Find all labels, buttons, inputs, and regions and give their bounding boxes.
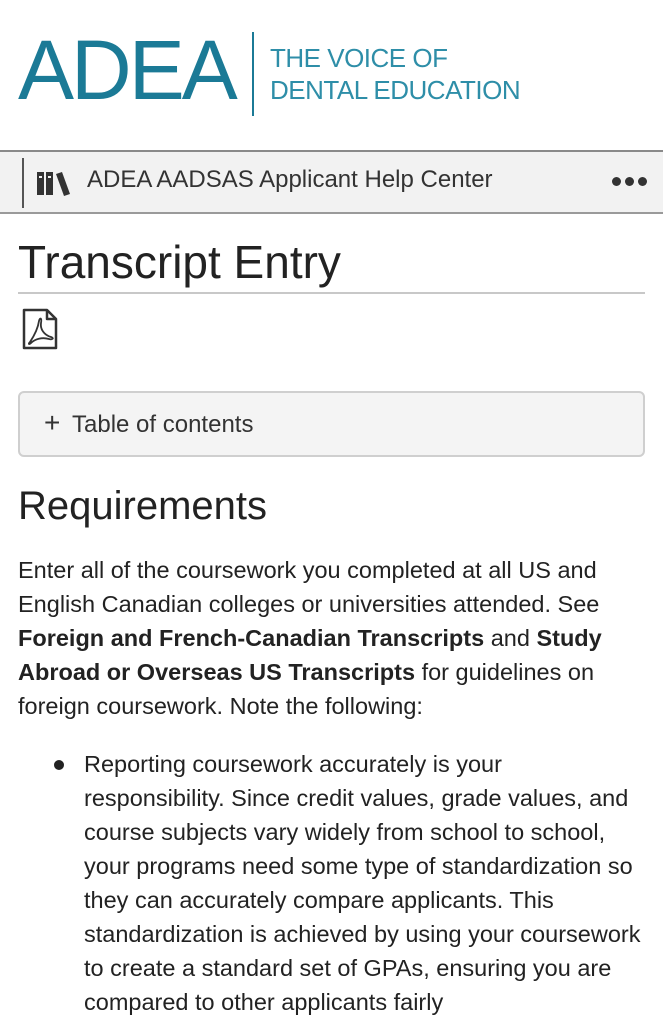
intro-text-3: for guidelines on foreign coursework. Note the following: xyxy=(18,659,595,719)
logo-divider xyxy=(252,32,254,116)
header-logo-bar xyxy=(0,0,663,150)
list-item-text: Reporting coursework accurately is your responsibility. Since credit values, grade values, and course subjects vary widely from school to school, your programs need some type of standardization so they can accurately compare applicants. This standardization is achieved by using your coursework to create a standard set of GPAs, ensuring you are compared to other applicants fairly xyxy=(84,751,641,1015)
library-books-icon[interactable] xyxy=(36,170,72,196)
requirements-list xyxy=(0,747,663,1019)
foreign-transcripts-link[interactable]: Foreign and French-Canadian Transcripts xyxy=(18,625,485,651)
intro-paragraph xyxy=(18,553,648,723)
study-abroad-link[interactable]: Study Abroad or Overseas US Transcripts xyxy=(18,625,602,685)
intro-text-2: and xyxy=(484,625,537,651)
tagline-line-2: DENTAL EDUCATION xyxy=(270,75,521,105)
more-dot xyxy=(638,177,647,186)
more-dot xyxy=(612,177,621,186)
plus-icon: + xyxy=(44,407,61,438)
table-of-contents-toggle[interactable] xyxy=(18,391,645,457)
more-dot xyxy=(625,177,634,186)
tagline-line-1: THE VOICE OF xyxy=(270,43,448,73)
pdf-icon[interactable] xyxy=(20,308,60,350)
help-center-navbar xyxy=(0,150,663,214)
list-item xyxy=(0,747,644,1019)
page-title: Transcript Entry xyxy=(18,236,341,288)
help-center-title[interactable]: ADEA AADSAS Applicant Help Center xyxy=(87,166,493,193)
logo-tagline xyxy=(270,42,520,106)
title-divider xyxy=(18,292,645,294)
bullet-icon xyxy=(54,760,64,770)
navbar-accent-bar xyxy=(22,158,24,208)
toc-label: Table of contents xyxy=(72,411,254,438)
section-title-requirements: Requirements xyxy=(18,484,268,528)
adea-logo[interactable]: ADEA xyxy=(18,23,235,117)
more-horizontal-icon[interactable] xyxy=(612,177,647,186)
intro-text-1: Enter all of the coursework you completed at all US and English Canadian colleges or universities attended. See xyxy=(18,557,600,617)
